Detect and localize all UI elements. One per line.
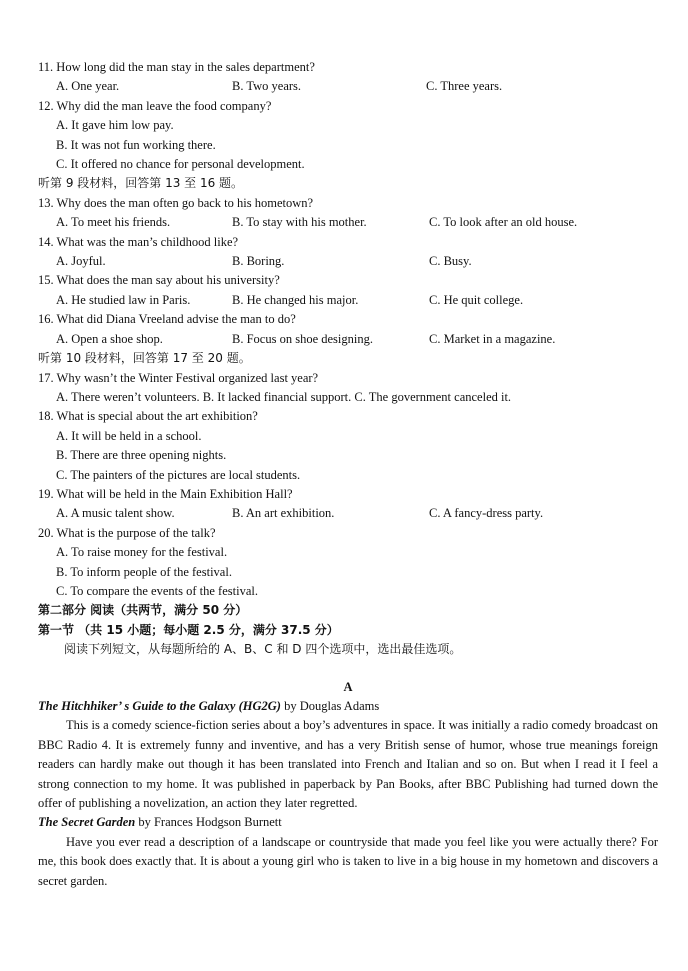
- part-two-title: 第二部分 阅读（共两节，满分 50 分）: [38, 603, 248, 618]
- option-b: B. To stay with his mother.: [232, 215, 367, 230]
- option-b: B. Boring.: [232, 254, 285, 269]
- option-b: B. An art exhibition.: [232, 506, 335, 521]
- option-c: C. To look after an old house.: [429, 215, 578, 230]
- question-20: 20. What is the purpose of the talk?: [38, 525, 216, 540]
- option-c: C. It offered no chance for personal development.: [56, 157, 305, 172]
- reading-instruction: 阅读下列短文，从每题所给的 A、B、C 和 D 四个选项中，选出最佳选项。: [64, 642, 462, 657]
- book-1-author: by Douglas Adams: [280, 699, 380, 713]
- option-a: A. To meet his friends.: [56, 215, 171, 230]
- book-2-title: The Secret Garden: [38, 815, 136, 830]
- book-2-author: by Frances Hodgson Burnett: [135, 815, 282, 830]
- question-16: 16. What did Diana Vreeland advise the man to do?: [38, 312, 296, 327]
- option-c: C. He quit college.: [429, 292, 524, 307]
- question-17: 17. Why wasn’t the Winter Festival organized last year?: [38, 370, 319, 385]
- book-1-title: The Hitchhiker’ s Guide to the Galaxy (HG2G): [38, 699, 281, 713]
- option-c: C. Market in a magazine.: [429, 331, 556, 346]
- option-c: C. The painters of the pictures are local students.: [56, 467, 301, 482]
- option-b: B. It was not fun working there.: [56, 137, 216, 152]
- question-11-options: [38, 77, 658, 96]
- option-b: B. He changed his major.: [232, 292, 359, 307]
- question-14: 14. What was the man’s childhood like?: [38, 234, 239, 249]
- option-a: A. It gave him low pay.: [56, 118, 174, 133]
- question-13: 13. Why does the man often go back to his hometown?: [38, 195, 314, 210]
- book-2-description: Have you ever read a description of a landscape or countryside that made you feel like you were actually there? For me, this book does exactly that. It is about a young girl who is taken to live in a big house in my hometown and discovers a secret garden.: [38, 834, 658, 888]
- option-a: A. A music talent show.: [56, 506, 175, 521]
- question-18: 18. What is special about the art exhibition?: [38, 409, 258, 424]
- option-a: A. To raise money for the festival.: [56, 545, 228, 560]
- option-c: C. To compare the events of the festival.: [56, 583, 258, 598]
- book-2-heading: [38, 813, 658, 832]
- section-heading-10: 听第 10 段材料，回答第 17 至 20 题。: [38, 351, 251, 366]
- passage-label: A: [343, 679, 353, 694]
- option-a: A. He studied law in Paris.: [56, 292, 191, 307]
- section-heading-9: 听第 9 段材料，回答第 13 至 16 题。: [38, 176, 244, 191]
- question-19-options: [38, 504, 658, 523]
- option-c: C. A fancy-dress party.: [429, 506, 544, 521]
- option-b: B. There are three opening nights.: [56, 448, 227, 463]
- option-a: A. Open a shoe shop.: [56, 331, 163, 346]
- option-c: C. Three years.: [426, 79, 503, 94]
- option-a: A. It will be held in a school.: [56, 428, 202, 443]
- question-14-options: [38, 252, 658, 271]
- option-a: A. Joyful.: [56, 254, 106, 269]
- question-15: 15. What does the man say about his university?: [38, 273, 280, 288]
- book-1-heading: [38, 697, 658, 716]
- option-b: B. Two years.: [232, 79, 302, 94]
- option-b: B. Focus on shoe designing.: [232, 331, 373, 346]
- book-1-description: This is a comedy science-fiction series about a boy’s adventures in space. It was initially a radio comedy broadcast on BBC Radio 4. It is extremely funny and inventive, and has a very British sense of humor, whose true meanings foreign readers can hardly make out though it has been translated into French and Italian and so on. But when I read it I feel a strong connection to my home. It was published in paperback by Pan Books, after BBC Publishing had turned down the offer of publishing a novelization, an action they later regretted.: [38, 718, 658, 811]
- question-16-options: [38, 330, 658, 349]
- option-b: B. To inform people of the festival.: [56, 564, 232, 579]
- section-one-title: 第一节 （共 15 小题；每小题 2.5 分，满分 37.5 分）: [38, 622, 339, 637]
- question-12: 12. Why did the man leave the food company?: [38, 98, 272, 113]
- question-11: 11. How long did the man stay in the sales department?: [38, 60, 315, 74]
- question-19: 19. What will be held in the Main Exhibition Hall?: [38, 486, 293, 501]
- question-13-options: [38, 213, 658, 232]
- option-c: C. Busy.: [429, 254, 472, 269]
- question-17-options: A. There weren’t volunteers. B. It lacked financial support. C. The government canceled it.: [56, 389, 512, 404]
- question-15-options: [38, 291, 658, 310]
- option-a: A. One year.: [56, 79, 120, 94]
